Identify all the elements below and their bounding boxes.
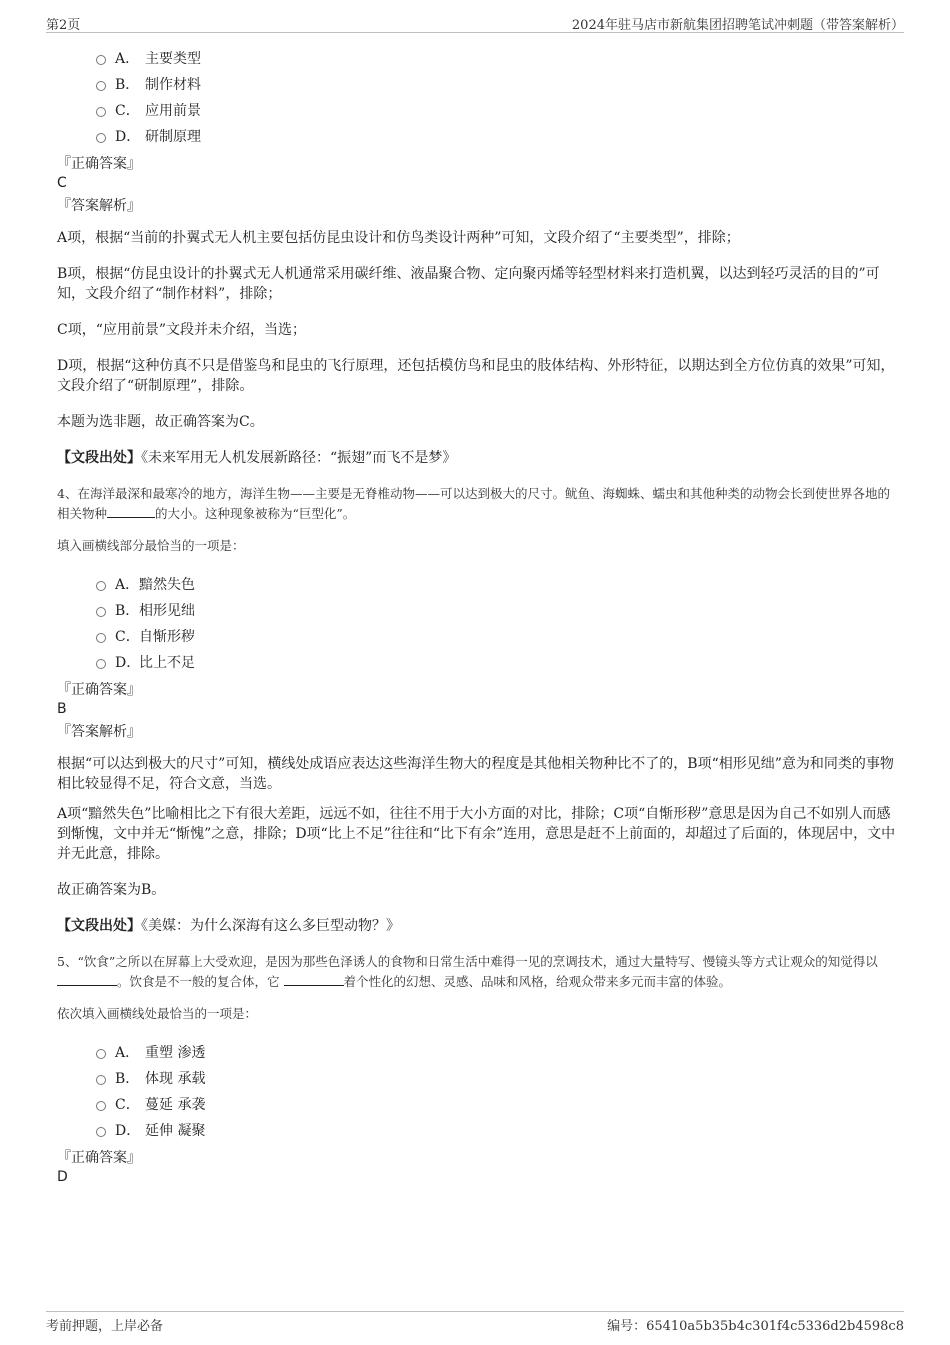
answer-label: 『正确答案』 [57, 1150, 141, 1166]
blank-line [57, 973, 117, 986]
document-id: 编号：65410a5b35b4c301f4c5336d2b4598c8 [607, 1319, 904, 1334]
page-header [46, 12, 904, 33]
question-prompt: 依次填入画横线处最恰当的一项是： [57, 1006, 258, 1021]
radio-icon[interactable] [96, 1101, 106, 1111]
option-d[interactable]: D． 延伸 凝聚 [57, 1118, 897, 1144]
question-prompt: 填入画横线部分最恰当的一项是： [57, 538, 245, 553]
document-body [57, 46, 897, 1186]
option-c[interactable]: C． 应用前景 [57, 98, 897, 124]
source-label: 【文段出处】 [57, 918, 141, 934]
radio-icon[interactable] [96, 55, 106, 65]
analysis-paragraph: B项，根据“仿昆虫设计的扑翼式无人机通常采用碳纤维、液晶聚合物、定向聚丙烯等轻型材料来打造机翼，以达到轻巧灵活的目的”可知，文段介绍了“制作材料”，排除； [57, 266, 880, 302]
page-number: 第2页 [46, 18, 81, 33]
analysis-label: 『答案解析』 [57, 724, 141, 740]
option-d[interactable]: D． 比上不足 [57, 650, 897, 676]
source-line [57, 448, 897, 468]
question-stem: 4、在海洋最深和最寒冷的地方，海洋生物——主要是无脊椎动物——可以达到极大的尺寸。鱿鱼、海蜘蛛、蠕虫和其他种类的动物会长到使世界各地的相关物种 的大小。这种现象被称为“巨型化”。 [57, 486, 890, 521]
source-label: 【文段出处】 [57, 450, 141, 466]
document-title: 2024年驻马店市新航集团招聘笔试冲刺题（带答案解析） [571, 18, 904, 33]
radio-icon[interactable] [96, 607, 106, 617]
option-a[interactable]: A． 黯然失色 [57, 572, 897, 598]
radio-icon[interactable] [96, 133, 106, 143]
answer-label: 『正确答案』 [57, 156, 141, 172]
option-a[interactable]: A． 重塑 渗透 [57, 1040, 897, 1066]
analysis-conclusion: 本题为选非题，故正确答案为C。 [57, 414, 264, 430]
option-d[interactable]: D． 研制原理 [57, 124, 897, 150]
option-c[interactable]: C． 蔓延 承袭 [57, 1092, 897, 1118]
radio-icon[interactable] [96, 1049, 106, 1059]
blank-line [107, 505, 155, 518]
radio-icon[interactable] [96, 659, 106, 669]
analysis-paragraph: 根据“可以达到极大的尺寸”可知，横线处成语应表达这些海洋生物大的程度是其他相关物种比不了的，B项“相形见绌”意为和同类的事物相比较显得不足，符合文意，当选。 [57, 756, 894, 792]
option-b[interactable]: B． 制作材料 [57, 72, 897, 98]
analysis-conclusion: 故正确答案为B。 [57, 882, 166, 898]
answer-value: D [57, 1169, 68, 1185]
q4-options [57, 572, 897, 676]
analysis-paragraph: C项，“应用前景”文段并未介绍，当选； [57, 322, 307, 338]
q3-options [57, 46, 897, 150]
radio-icon[interactable] [96, 81, 106, 91]
radio-icon[interactable] [96, 633, 106, 643]
answer-value: C [57, 175, 67, 191]
footer-slogan: 考前押题，上岸必备 [46, 1319, 164, 1334]
answer-label: 『正确答案』 [57, 682, 141, 698]
radio-icon[interactable] [96, 1127, 106, 1137]
radio-icon[interactable] [96, 581, 106, 591]
page-footer [46, 1311, 904, 1336]
answer-value: B [57, 701, 67, 717]
source-text: 《未来军用无人机发展新路径：“振翅”而飞不是梦》 [141, 450, 457, 466]
analysis-paragraph: A项“黯然失色”比喻相比之下有很大差距，远远不如，往往不用于大小方面的对比，排除；C项“自惭形秽”意思是因为自己不如别人而感到惭愧，文中并无“惭愧”之意，排除；D项“比上不足”往往和“比下有余”连用，意思是赶不上前面的，却超过了后面的，体现居中，文中并无此意，排除。 [57, 806, 896, 862]
analysis-paragraph: D项，根据“这种仿真不只是借鉴鸟和昆虫的飞行原理，还包括模仿鸟和昆虫的肢体结构、外形特征，以期达到全方位仿真的效果”可知，文段介绍了“研制原理”，排除。 [57, 358, 895, 394]
blank-line [284, 973, 344, 986]
q5-options [57, 1040, 897, 1144]
source-text: 《美媒：为什么深海有这么多巨型动物？》 [141, 918, 400, 934]
option-b[interactable]: B． 相形见绌 [57, 598, 897, 624]
option-c[interactable]: C． 自惭形秽 [57, 624, 897, 650]
option-b[interactable]: B． 体现 承载 [57, 1066, 897, 1092]
analysis-label: 『答案解析』 [57, 198, 141, 214]
question-stem: 5、“饮食”之所以在屏幕上大受欢迎，是因为那些色泽诱人的食物和日常生活中难得一见的烹调技术，通过大量特写、慢镜头等方式让观众的知觉得以 。饮食是不一般的复合体，它 着个性化的幻想、灵感、品味和风格，给观众带来多元而丰富的体验。 [57, 954, 878, 989]
source-line [57, 916, 897, 936]
option-a[interactable]: A． 主要类型 [57, 46, 897, 72]
radio-icon[interactable] [96, 107, 106, 117]
radio-icon[interactable] [96, 1075, 106, 1085]
analysis-paragraph: A项，根据“当前的扑翼式无人机主要包括仿昆虫设计和仿鸟类设计两种”可知，文段介绍了“主要类型”，排除； [57, 230, 740, 246]
